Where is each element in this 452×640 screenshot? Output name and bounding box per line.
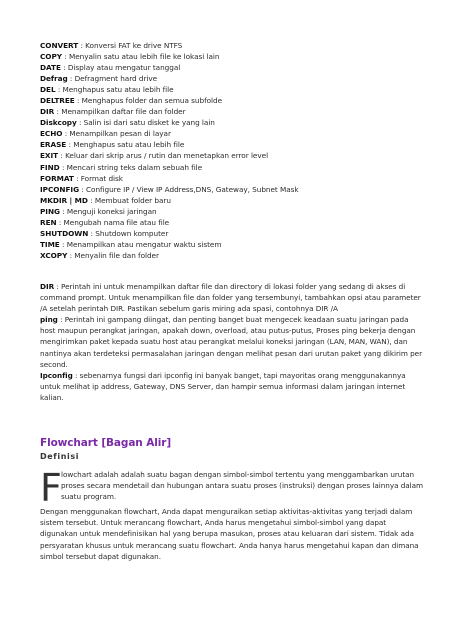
command-row	[40, 139, 430, 150]
section-subtitle: Definisi	[40, 452, 80, 461]
command-separator: :	[76, 118, 84, 128]
command-name: PING	[40, 206, 60, 216]
command-description: Format disk	[80, 173, 123, 183]
command-name: TIME	[40, 239, 60, 249]
command-separator: :	[55, 85, 63, 95]
note-paragraph	[40, 281, 425, 314]
section-title: Flowchart [Bagan Alir]	[40, 437, 172, 449]
command-row	[40, 150, 430, 161]
command-description: Mengubah nama file atau file	[63, 217, 170, 227]
command-list	[40, 40, 430, 261]
command-separator: :	[74, 96, 82, 106]
command-name: IPCONFIG	[40, 184, 80, 194]
command-description: Shutdown komputer	[95, 228, 169, 238]
command-separator: :	[78, 41, 86, 50]
command-row	[40, 250, 430, 261]
usage-paragraph: Dengan menggunakan flowchart, Anda dapat menguraikan setiap aktivitas-aktivitas yang terjadi dalam sistem tersebut. Untuk merancang flowchart, Anda harus mengetahui simbol-simbol yang dapat digunakan untuk mendefinisikan hal yang berupa masukan, proses atau keluaran dari sistem. Tidak ada persyaratan khusus untuk merancang suatu flowchart. Anda hanya harus mengetahui kapan dan dimana simbol tersebut dapat digunakan.	[40, 507, 419, 561]
command-row	[40, 239, 430, 250]
command-row	[40, 162, 430, 173]
command-name: FORMAT	[40, 173, 74, 183]
note-text: : Perintah ini untuk menampilkan daftar file dan directory di lokasi folder yang sedang di akses di command prompt. Untuk menampilkan file dan folder yang tersembunyi, tambahkan opsi atau parameter /A setelah perintah DIR. Pastikan sebelum garis miring ada spasi, contohnya DIR /A	[40, 282, 421, 314]
command-name: REN	[40, 217, 57, 227]
command-description: Display atau mengatur tanggal	[67, 63, 181, 73]
command-separator: :	[62, 129, 70, 139]
command-description: Menampilkan atau mengatur waktu sistem	[66, 239, 222, 249]
flowchart-body	[40, 466, 425, 562]
command-separator: :	[67, 250, 75, 260]
command-row	[40, 51, 430, 62]
drop-cap: F	[40, 466, 62, 510]
command-description: Menghapus satu atau lebih file	[73, 140, 185, 150]
command-description: Mencari string teks dalam sebuah file	[66, 162, 203, 172]
command-name: EXIT	[40, 151, 59, 161]
definition-paragraph: lowchart adalah adalah suatu bagan dengan simbol-simbol tertentu yang menggambarkan urutan proses secara mendetail dan hubungan antara suatu proses (instruksi) dengan proses lainnya dalam suatu program.	[61, 470, 424, 502]
command-row	[40, 73, 430, 84]
command-row	[40, 106, 430, 117]
command-separator: :	[56, 217, 64, 227]
note-term: DIR	[40, 282, 55, 291]
note-paragraph	[40, 370, 425, 403]
command-separator: :	[73, 173, 81, 183]
command-row	[40, 40, 430, 51]
command-row	[40, 128, 430, 139]
command-description: Menghapus folder dan semua subfolde	[81, 96, 223, 106]
note-term: Ipconfig	[40, 370, 73, 380]
command-name: CONVERT	[40, 41, 79, 50]
command-row	[40, 95, 430, 106]
command-name: SHUTDOWN	[40, 228, 89, 238]
command-name: DIR	[40, 107, 55, 117]
command-row	[40, 184, 430, 195]
command-separator: :	[58, 151, 66, 161]
command-name: ECHO	[40, 129, 63, 139]
command-description: Menghapus satu atau lebih file	[62, 85, 174, 95]
command-separator: :	[59, 206, 67, 216]
command-name: DELTREE	[40, 96, 75, 106]
command-row	[40, 195, 430, 206]
command-separator: :	[60, 63, 68, 73]
command-separator: :	[67, 74, 75, 84]
command-description: Menguji koneksi jaringan	[66, 206, 157, 216]
command-row	[40, 206, 430, 217]
command-description: Menampilkan pesan di layar	[69, 129, 171, 139]
command-separator: :	[62, 52, 69, 62]
note-paragraph	[40, 314, 425, 369]
command-name: DEL	[40, 85, 56, 95]
command-row	[40, 173, 430, 184]
command-description: Configure IP / View IP Address,DNS, Gateway, Subnet Mask	[85, 184, 299, 194]
command-description: Menyalin file dan folder	[74, 250, 159, 260]
command-row	[40, 228, 430, 239]
command-row	[40, 84, 430, 95]
command-description: Menyalin satu atau lebih file ke lokasi lain	[68, 52, 220, 62]
command-row	[40, 217, 430, 228]
command-separator: :	[59, 162, 67, 172]
command-name: XCOPY	[40, 250, 68, 260]
command-description: Salin isi dari satu disket ke yang lain	[83, 118, 215, 128]
command-name: DATE	[40, 63, 61, 73]
command-separator: :	[54, 107, 62, 117]
command-name: FIND	[40, 162, 60, 172]
command-description: Keluar dari skrip arus / rutin dan menetapkan error level	[65, 151, 269, 161]
command-notes	[40, 281, 425, 403]
note-text: : sebenarnya fungsi dari ipconfig ini banyak banget, tapi mayoritas orang menggunakannya untuk melihat ip address, Gateway, DNS Server, dan hampir semua informasi dalam jaringan internet kalian.	[40, 370, 406, 402]
command-description: Defragment hard drive	[74, 74, 158, 84]
command-description: Membuat folder baru	[94, 195, 171, 205]
command-description: Konversi FAT ke drive NTFS	[85, 41, 183, 50]
command-separator: :	[59, 239, 67, 249]
note-term: ping	[40, 315, 58, 325]
command-row	[40, 62, 430, 73]
command-name: MKDIR | MD	[40, 195, 88, 205]
command-description: Menampilkan daftar file dan folder	[61, 107, 186, 117]
command-name: Diskcopy	[40, 118, 77, 128]
command-separator: :	[66, 140, 74, 150]
command-row	[40, 117, 430, 128]
command-name: ERASE	[40, 140, 67, 150]
command-separator: :	[79, 184, 86, 194]
command-name: Defrag	[40, 74, 68, 84]
command-separator: :	[87, 195, 95, 205]
command-name: COPY	[40, 52, 62, 62]
command-separator: :	[88, 228, 96, 238]
note-text: : Perintah ini gampang diingat, dan penting banget buat mengecek keadaan suatu jaringan pada host maupun perangkat jaringan, apakah down, overload, atau putus-putus, Proses ping bekerja dengan mengirimkan paket kepada suatu host atau perangkat melalui koneksi jaringan (LAN, MAN, WAN), dan nantinya akan terdeteksi permasalahan jaringan dengan melihat pesan dari urutan paket yang dikirim per second.	[40, 315, 423, 369]
